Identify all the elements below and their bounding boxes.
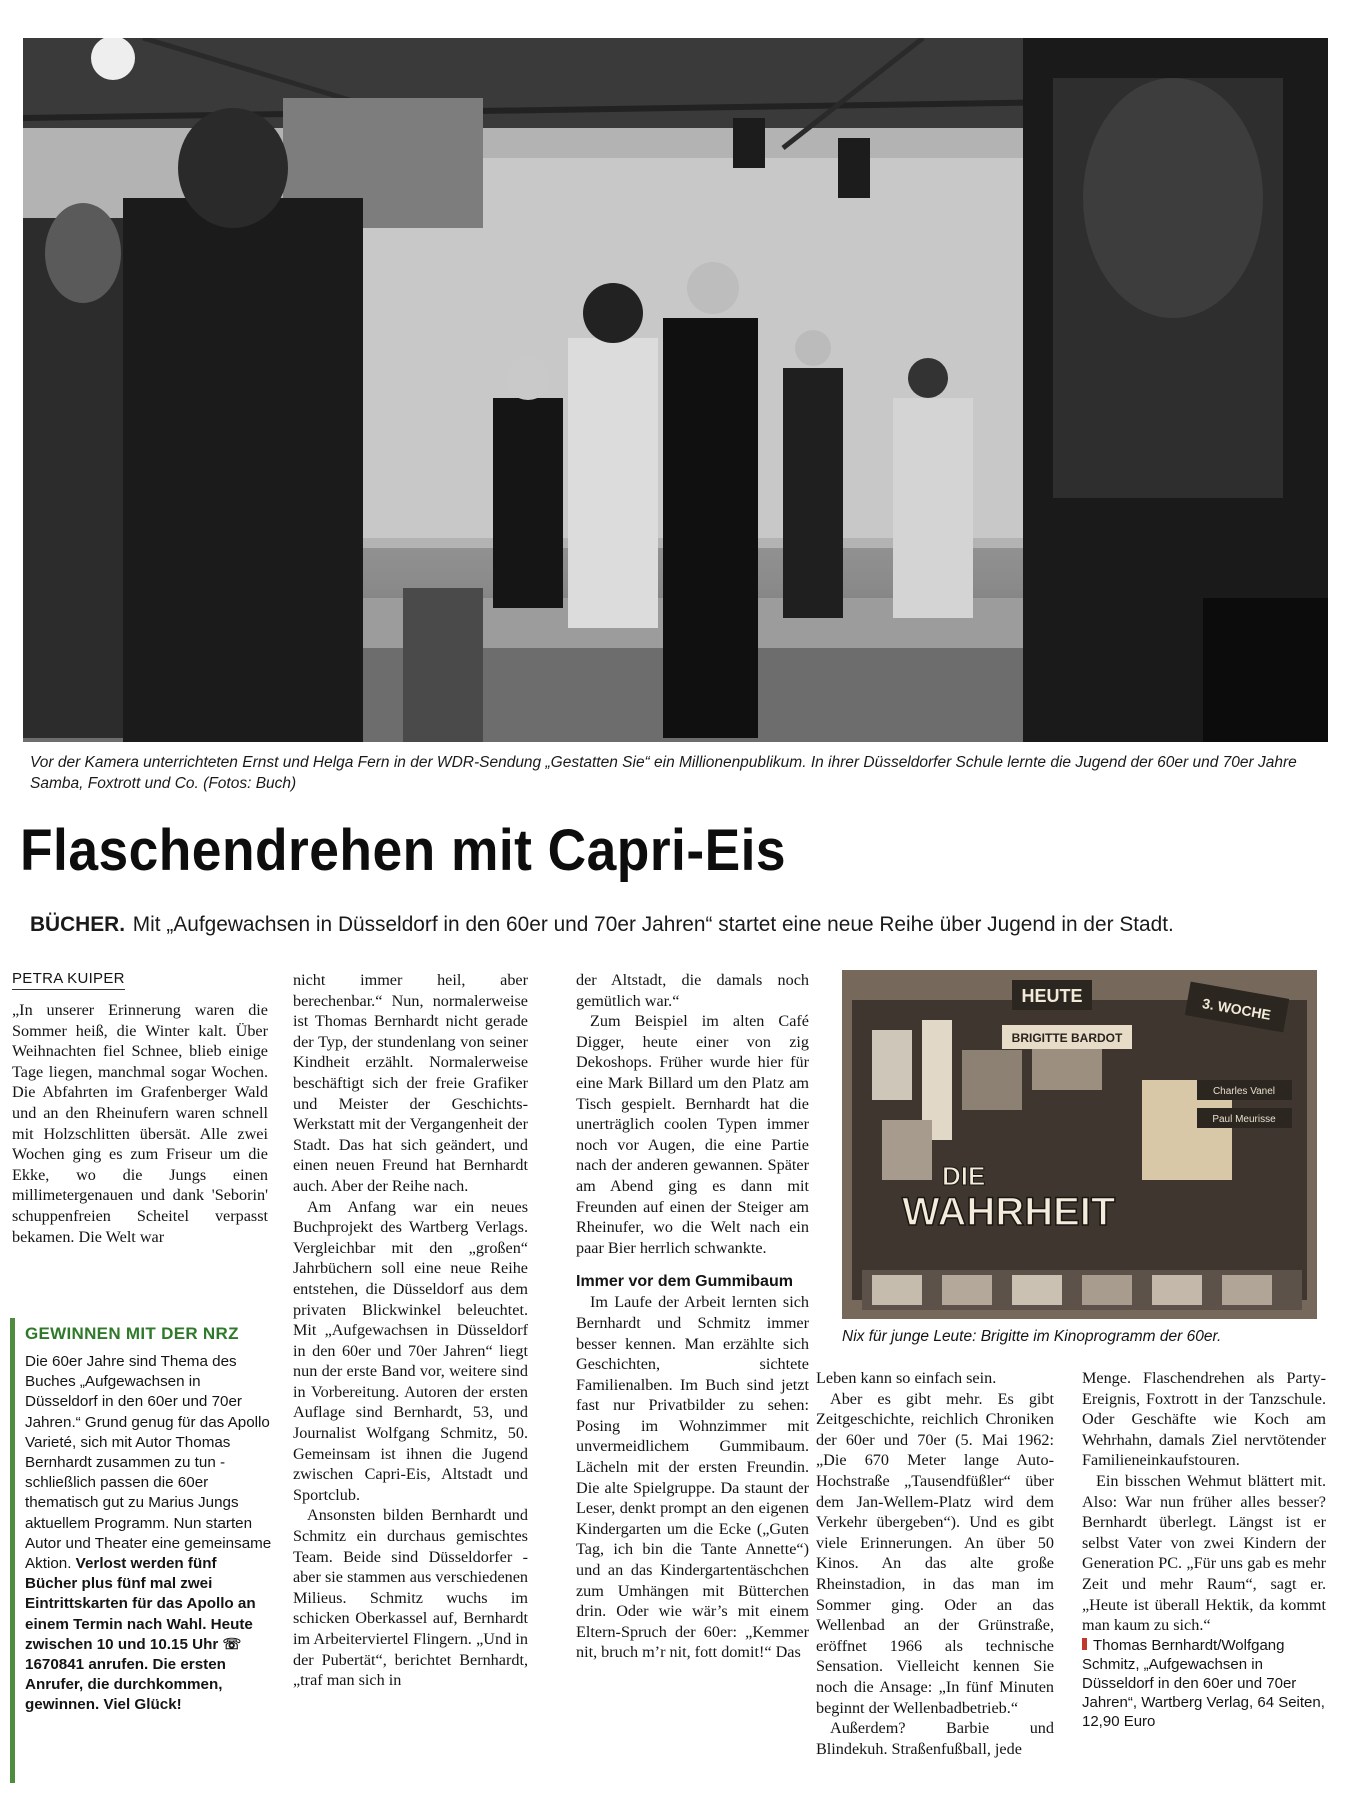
column-1 (12, 1000, 268, 1247)
sign-actor-2: Paul Meurisse (1212, 1114, 1276, 1125)
column-3-paragraph: der Altstadt, die damals noch gemütlich war.“ (576, 971, 809, 1010)
article-deck (30, 910, 1174, 938)
studio-photo (23, 38, 1328, 742)
article-subhead: Immer vor dem Gummibaum (576, 1273, 793, 1291)
sign-title-2: WAHRHEIT (902, 1190, 1116, 1234)
book-source (1082, 1636, 1326, 1731)
column-3-paragraph: Zum Beispiel im alten Café Digger, heute einer von zig Dekoshops. Früher wurde hier für eine Mark Billard um den Platz am Tisch gespielt. Bernhardt hat die unerträglich coolen Typen immer noch vor Augen, die eine Partie nach der anderen gewannen. Später am Abend ging es dann mit Freunden auf einen der Steiger am Rheinufer, wo die Welt nach ein paar Bier herrlich schwankte. (576, 1012, 809, 1257)
source-marker (1082, 1638, 1087, 1650)
book-source-text: Thomas Bernhardt/Wolfgang Schmitz, „Aufgewachsen in Düsseldorf in den 60er und 70er Jahren“, Wartberg Verlag, 64 Seiten, 12,90 Euro (1082, 1636, 1325, 1730)
column-4 (816, 1368, 1054, 1759)
contest-infobox (10, 1318, 272, 1783)
cinema-photo-caption: Nix für junge Leute: Brigitte im Kinoprogramm der 60er. (842, 1328, 1222, 1345)
column-4-paragraph: Aber es gibt mehr. Es gibt Zeitgeschichte, reichlich Chroniken der 60er und 70er (5. Mai 1962: „Die 670 Meter lange Auto-Hochstraße „Tausendfüßler“ über dem Jan-Wellem-Platz wird dem Verkehr übergeben“). Und es gibt viele Erinnerungen. An über 50 Kinos. An das alte große Rheinstadion, in das man im Sommer ging. Oder an das Wellenbad an der Grünstraße, eröffnet 1966 als technische Sensation. Vielleicht kennen Sie noch die Ansage: „In fünf Minuten beginnt der Wellenbadbetrieb.“ (816, 1389, 1054, 1717)
sign-actor-1: Charles Vanel (1212, 1086, 1276, 1097)
infobox-bold: Verlost werden fünf Bücher plus fünf mal zwei Eintrittskarten für das Apollo an einem Termin nach Wahl. Heute zwischen 10 und 10.15 Uhr ☏ 1670841 anrufen. Die ersten Anrufer, die durchkommen, gewinnen. Viel Glück! (25, 1555, 256, 1714)
column-5 (1082, 1368, 1326, 1731)
deck-text: Mit „Aufgewachsen in Düsseldorf in den 60er und 70er Jahren“ startet eine neue Reihe über Jugend in der Stadt. (132, 912, 1174, 936)
infobox-title: GEWINNEN MIT DER NRZ (25, 1324, 239, 1343)
column-2-paragraph: Am Anfang war ein neues Buchprojekt des Wartberg Verlags. Vergleichbar mit den „großen“ Jahrbüchern soll eine neue Reihe entstehen, die Düsseldorf aus dem privaten Blickwinkel beleuchtet. Mit „Aufgewachsen in Düsseldorf in den 60er und 70er Jahren“ liegt nun der erste Band vor, weitere sind in Vorbereitung. Autoren der ersten Auflage sind Bernhardt, 53, und Journalist Wolfgang Schmitz, 50. Gemeinsam ist ihnen die Jugend zwischen Capri-Eis, Altstadt und Sportclub. (293, 1197, 528, 1504)
article-headline: Flaschendrehen mit Capri-Eis (20, 818, 787, 883)
cinema-poster-photo (842, 970, 1317, 1319)
column-4-paragraph: Leben kann so einfach sein. (816, 1369, 997, 1387)
infobox-body: Die 60er Jahre sind Thema des Buches „Aufgewachsen in Düsseldorf in den 60er und 70er Jahren.“ Grund genug für das Apollo Varieté, sich mit Autor Thomas Bernhardt zusammen zu tun - schließlich passen die 60er thematisch gut zu Marius Jungs aktuellem Programm. Nun starten Autor und Theater eine gemeinsame Aktion. (25, 1353, 272, 1573)
photo-caption: Vor der Kamera unterrichteten Ernst und Helga Fern in der WDR-Sendung „Gestatten Sie“ ein Millionenpublikum. In ihrer Düsseldorfer Schule lernte die Jugend der 60er und 70er Jahre Samba, Foxtrott und Co. (Fotos: Buch) (30, 754, 1297, 792)
column-3 (576, 970, 809, 1663)
studio-photo-illustration (23, 38, 1328, 742)
column-4-paragraph: Außerdem? Barbie und Blindekuh. Straßenfußball, jede (816, 1719, 1054, 1758)
cinema-poster-illustration (842, 970, 1317, 1319)
column-3-paragraph: Im Laufe der Arbeit lernten sich Bernhardt und Schmitz immer besser kennen. Man erzählte sich Geschichten, sichtete Familienalben. Im Buch sind jetzt fast nur Privatbilder zu sehen: Posing im Wohnzimmer mit unvermeidlichem Gummibaum. Lächeln mit der ersten Freundin. Die alte Spielgruppe. Da staunt der Leser, denkt prompt an den eigenen Kindergarten um die Ecke („Guten Tag, ich bin die Tante Annette“) und an das Kindergartentäschchen zum Umhängen mit Bütterchen drin. Oder wie wär’s mit einem Eltern-Spruch der 60er: „Kemmer nit, bruch m’r nit, fott domit!“ Das (576, 1293, 809, 1662)
author-byline: PETRA KUIPER (12, 970, 125, 990)
sign-woche: 3. WOCHE (1201, 995, 1273, 1023)
column-5-paragraph: Menge. Flaschendrehen als Party-Ereignis, Foxtrott in der Tanzschule. Oder Geschäfte wie Koch am Wehrhahn, damals Ziel nervtötender Familieneinkaufstouren. (1082, 1369, 1326, 1470)
column-2-paragraph: Ansonsten bilden Bernhardt und Schmitz ein durchaus gemischtes Team. Beide sind Düsseldorfer - aber sie stammen aus verschiedenen Milieus. Schmitz wuchs im schicken Oberkassel auf, Bernhardt im Arbeiterviertel Flingern. „Und in der Pubertät“, berichtet Bernhardt, „traf man sich in (293, 1506, 528, 1690)
deck-kicker: BÜCHER. (30, 912, 126, 936)
sign-title-1: DIE (942, 1161, 986, 1191)
sign-heute: HEUTE (1021, 986, 1083, 1006)
column-5-paragraph: Ein bisschen Wehmut blättert mit. Also: War nun früher alles besser? Bernhardt überlegt. Längst ist er selbst Vater von zwei Kindern der Generation PC. „Für uns gab es mehr Zeit und mehr Raum“, sagt er. „Heute ist überall Hektik, da kommt man kaum zu sich.“ (1082, 1471, 1326, 1635)
column-2 (293, 970, 528, 1691)
sign-star: BRIGITTE BARDOT (1011, 1031, 1123, 1045)
column-2-paragraph: nicht immer heil, aber berechenbar.“ Nun, normalerweise ist Thomas Bernhardt nicht gerade der Typ, der stundenlang von seiner Kindheit erzählt. Normalerweise beschäftigt sich der freie Grafiker und Meister der Geschichts-Werkstatt mit der Vergangenheit der Stadt. Das hat sich geändert, und einen neuen Freund hat Bernhardt auch. Aber der Reihe nach. (293, 971, 528, 1195)
column-1-text: „In unserer Erinnerung waren die Sommer heiß, die Winter kalt. Über Weihnachten fiel Schnee, blieb einige Tage liegen, manchmal sogar Wochen. Die Abfahrten im Grafenberger Wald und an den Rheinufern waren schnell mit Holzschlitten übersät. Alle zwei Wochen ging es zum Friseur um die Ekke, wo die Jungs einen millimetergenauen und dank 'Seborin' schuppenfreien Scheitel verpasst bekamen. Die Welt war (12, 1001, 268, 1246)
infobox-text (25, 1352, 272, 1716)
